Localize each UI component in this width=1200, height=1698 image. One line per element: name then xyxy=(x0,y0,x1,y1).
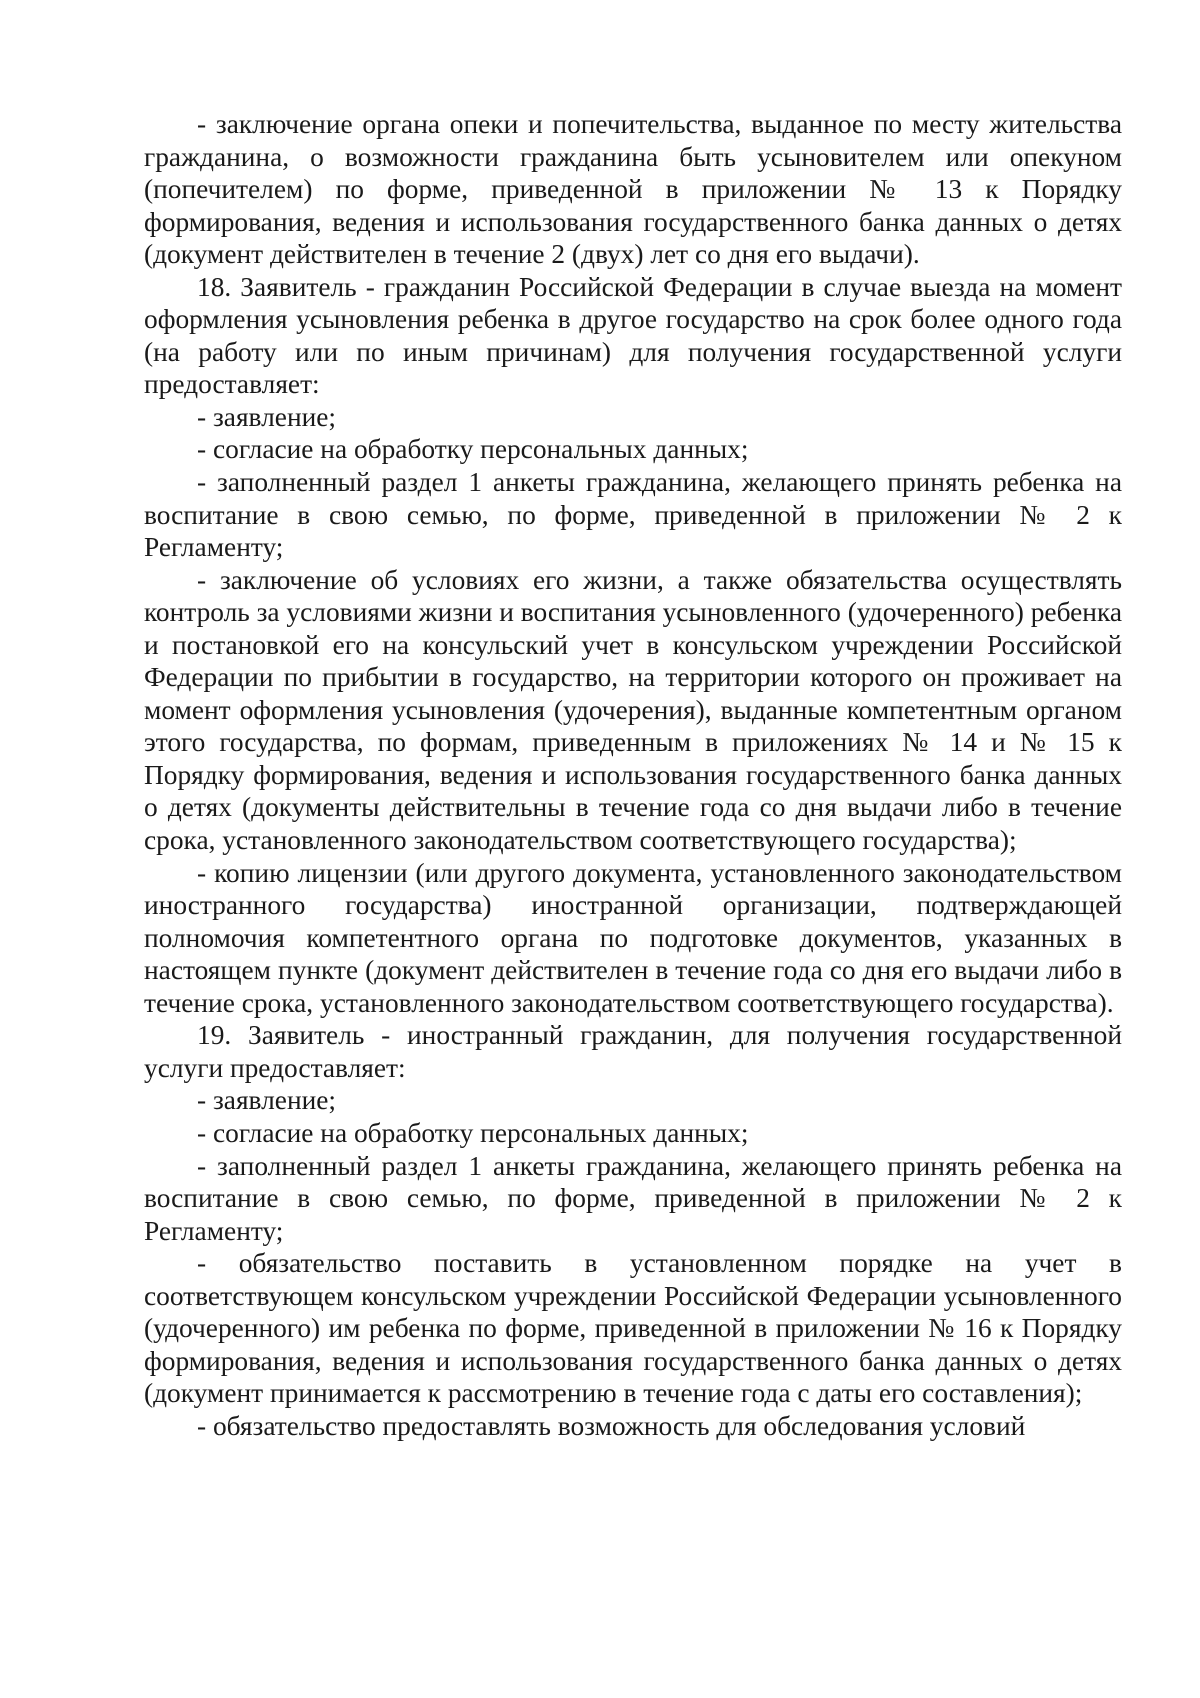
list-item-data-consent: - согласие на обработку персональных данных; xyxy=(197,434,749,465)
document-page xyxy=(144,108,1122,1442)
paragraph-item-19: 19. Заявитель - иностранный гражданин, для получения государственной услуги предоставляет: xyxy=(144,1020,1122,1083)
list-item-consular-registration: - обязательство поставить в установленном порядке на учет в соответствующем консульском учреждении Российской Федерации усыновленного (удочеренного) им ребенка по форме, приведенной в приложении № 16 к Порядку формирования, ведения и использования государственного банка данных о детях (документ принимается к рассмотрению в течение года с даты его составления); xyxy=(144,1248,1122,1409)
list-item-application: - заявление; xyxy=(197,1085,337,1116)
paragraph-item-18: 18. Заявитель - гражданин Российской Федерации в случае выезда на момент оформления усыновления ребенка в другое государство на срок более одного года (на работу или по иным причинам) для получения государственной услуги предоставляет: xyxy=(144,271,1122,400)
list-item-questionnaire: - заполненный раздел 1 анкеты гражданина, желающего принять ребенка на воспитание в свою семью, по форме, приведенной в приложении № 2 к Регламенту; xyxy=(144,467,1122,563)
paragraph-guardianship-conclusion: - заключение органа опеки и попечительства, выданное по месту жительства гражданина, о возможности гражданина быть усыновителем или опекуном (попечителем) по форме, приведенной в приложении № 13 к Порядку формирования, ведения и использования государственного банка данных о детях (документ действителен в течение 2 (двух) лет со дня его выдачи). xyxy=(144,109,1122,270)
list-item-application: - заявление; xyxy=(197,401,337,432)
list-item-questionnaire: - заполненный раздел 1 анкеты гражданина, желающего принять ребенка на воспитание в свою семью, по форме, приведенной в приложении № 2 к Регламенту; xyxy=(144,1150,1122,1246)
list-item-data-consent: - согласие на обработку персональных данных; xyxy=(197,1117,749,1148)
list-item-inspection-obligation: - обязательство предоставлять возможность для обследования условий xyxy=(197,1410,1026,1441)
list-item-living-conditions: - заключение об условиях его жизни, а также обязательства осуществлять контроль за условиями жизни и воспитания усыновленного (удочеренного) ребенка и постановкой его на консульский учет в консульском учреждении Российской Федерации по прибытии в государство, на территории которого он проживает на момент оформления усыновления (удочерения), выданные компетентным органом этого государства, по формам, приведенным в приложениях № 14 и № 15 к Порядку формирования, ведения и использования государственного банка данных о детях (документы действительны в течение года со дня выдачи либо в течение срока, установленного законодательством соответствующего государства); xyxy=(144,564,1123,856)
list-item-license-copy: - копию лицензии (или другого документа, установленного законодательством иностранного государства) иностранной организации, подтверждающей полномочия компетентного органа по подготовке документов, указанных в настоящем пункте (документ действителен в течение года со дня его выдачи либо в течение срока, установленного законодательством соответствующего государства). xyxy=(144,857,1122,1018)
